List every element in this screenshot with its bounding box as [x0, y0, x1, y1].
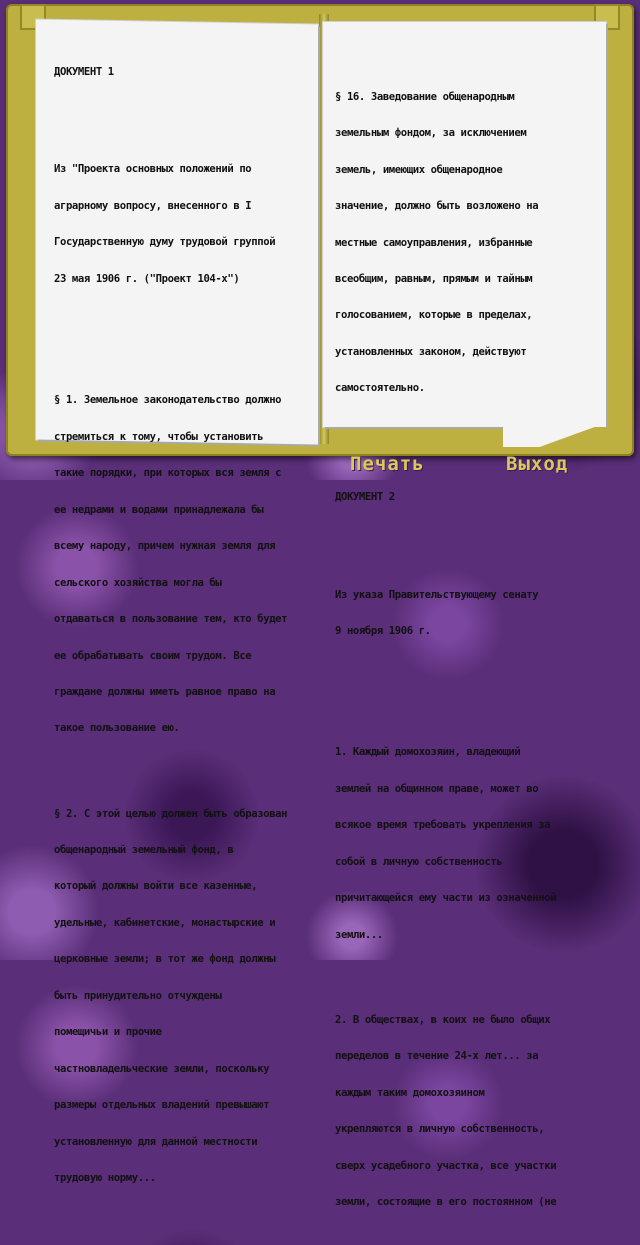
doc2-item-1 — [335, 722, 556, 965]
para-line: укрепляются в личную собственность, — [335, 1123, 545, 1136]
para-line: который должны войти все казенные, — [54, 880, 258, 893]
para-line: сельского хозяйства могла бы — [54, 576, 222, 589]
para-line: сверх усадебного участка, все участки — [335, 1159, 557, 1172]
para-line: § 1. Земельное законодательство должно — [54, 394, 282, 407]
para-line: церковные земли; в тот же фонд должны — [54, 953, 276, 966]
para-line: граждане должны иметь равное право на — [54, 685, 276, 698]
para-line: земли, состоящие в его постоянном (не — [335, 1196, 557, 1209]
para-line: установленных законом, действуют — [335, 345, 527, 358]
para-line: общенародный земельный фонд, в — [54, 844, 234, 856]
doc1-source-line: Государственную думу трудовой группой — [54, 236, 276, 249]
para-line: каждым таким домохозяином — [335, 1086, 485, 1099]
para-line: размеры отдельных владений превышают — [54, 1099, 270, 1112]
para-line: ее обрабатывать своим трудом. Все — [54, 649, 252, 662]
para-line: всеобщим, равным, прямым и тайным — [335, 272, 533, 285]
exit-button[interactable]: Выход — [506, 453, 569, 475]
para-line: землей на общинном праве, может во — [335, 782, 539, 795]
para-line: голосованием, которые в пределах, — [335, 309, 533, 322]
right-page-text — [335, 42, 556, 1245]
doc1-source — [54, 139, 287, 309]
para-line: земельным фондом, за исключением — [335, 127, 527, 140]
para-line: помещичьи и прочие — [54, 1026, 162, 1039]
para-line: значение, должно быть возложено на — [335, 200, 539, 213]
para-line: отдаваться в пользование тем, кто будет — [54, 613, 288, 626]
para-line: § 2. С этой целью должен быть образован — [54, 807, 288, 820]
para-line: такое пользование ею. — [54, 722, 180, 735]
doc2-source — [335, 564, 556, 661]
para-line: собой в личную собственность — [335, 855, 503, 868]
para-line: быть принудительно отчуждены — [54, 989, 222, 1002]
para-line: местные самоуправления, избранные — [335, 236, 533, 249]
para-line: самостоятельно. — [335, 382, 425, 395]
doc1-source-line: аграрному вопросу, внесенного в I — [54, 199, 252, 212]
para-line: переделов в течение 24-х лет... за — [335, 1050, 539, 1063]
para-line: § 16. Заведование общенародным — [335, 90, 515, 103]
para-line: такие порядки, при которых вся земля с — [54, 467, 282, 480]
doc1-paragraph-1 — [54, 370, 287, 759]
doc2-source-line: 9 ноября 1906 г. — [335, 625, 431, 638]
para-line: земли... — [335, 928, 383, 941]
para-line: земель, имеющих общенародное — [335, 163, 503, 176]
para-line: причитающейся ему части из означенной — [335, 892, 557, 905]
para-line: 1. Каждый домохозяин, владеющий — [335, 746, 521, 759]
doc2-title: ДОКУМЕНТ 2 — [335, 491, 395, 504]
para-line: ее недрами и водами принадлежала бы — [54, 503, 264, 516]
para-line: 2. В обществах, в коих не было общих — [335, 1013, 551, 1026]
doc1-paragraph-2 — [54, 783, 287, 1208]
doc1-source-line: 23 мая 1906 г. ("Проект 104-х") — [54, 272, 240, 285]
para-line: трудовую норму... — [54, 1172, 156, 1185]
doc1-title: ДОКУМЕНТ 1 — [54, 66, 114, 79]
para-line: всякое время требовать укрепления за — [335, 819, 551, 832]
para-line: установленную для данной местности — [54, 1135, 258, 1148]
para-line: удельные, кабинетские, монастырские и — [54, 916, 276, 929]
para-line: стремиться к тому, чтобы установить — [54, 430, 264, 443]
left-page-text — [54, 42, 287, 1221]
para-line: всему народу, причем нужная земля для — [54, 540, 276, 553]
print-button[interactable]: Печать — [350, 453, 425, 475]
para-line: частновладельческие земли, поскольку — [54, 1062, 270, 1075]
doc2-source-line: Из указа Правительствующему сенату — [335, 588, 539, 601]
doc1-paragraph-16 — [335, 66, 556, 419]
doc2-item-2 — [335, 990, 556, 1233]
doc1-source-line: Из "Проекта основных положений по — [54, 163, 252, 176]
